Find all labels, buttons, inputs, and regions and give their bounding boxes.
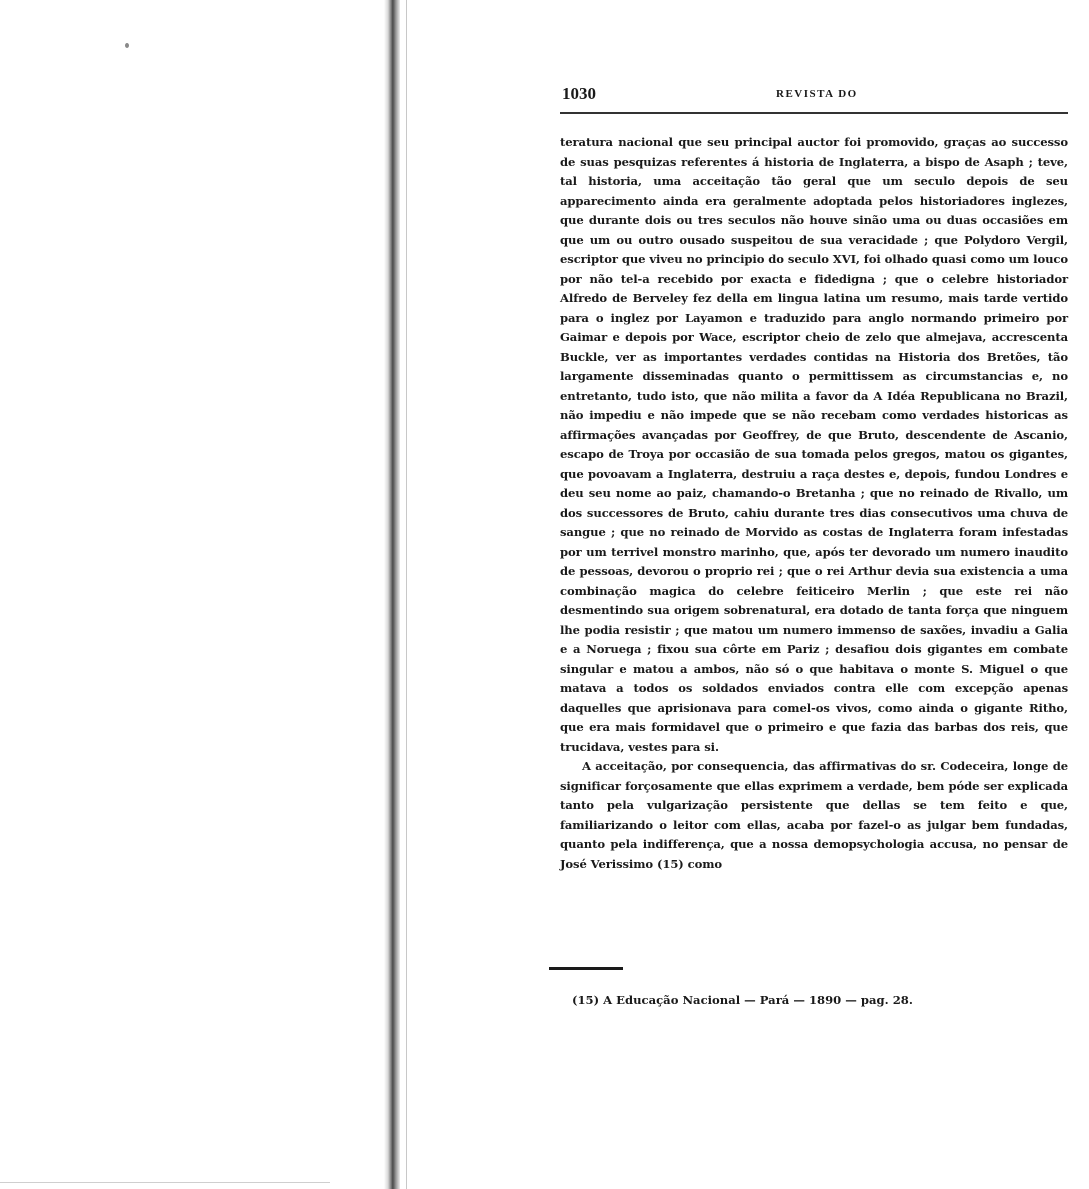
footnote: (15) A Educação Nacional — Pará — 1890 — pag. 28. bbox=[572, 993, 913, 1007]
book-spine bbox=[384, 0, 400, 1189]
left-page-edge bbox=[0, 1182, 330, 1183]
gutter-line bbox=[406, 0, 407, 1189]
page-header bbox=[562, 84, 1068, 110]
body-text bbox=[560, 133, 1068, 874]
page-number: 1030 bbox=[562, 84, 596, 103]
paragraph-1: teratura nacional que seu principal auctor foi promovido, graças ao successo de suas pesquizas referentes á historia de Inglaterra, a bispo de Asaph ; teve, tal historia, uma acceitação tão geral que um seculo depois de seu apparecimento ainda era geralmente adoptada pelos historiadores inglezes, que durante dois ou tres seculos não houve sinão uma ou duas occasiões em que um ou outro ousado suspeitou de sua veracidade ; que Polydoro Vergil, escriptor que viveu no principio do seculo XVI, foi olhado quasi como um louco por não tel-a recebido por exacta e fidedigna ; que o celebre historiador Alfredo de Berveley fez della em lingua latina um resumo, mais tarde vertido para o inglez por Layamon e traduzido para anglo normando primeiro por Gaimar e depois por Wace, escriptor cheio de zelo que almejava, accrescenta Buckle, ver as importantes verdades contidas na Historia dos Bretões, tão largamente disseminadas quanto o permittissem as circumstancias e, no entretanto, tudo isto, que não milita a favor da A Idéa Republicana no Brazil, não impediu e não impede que se não recebam como verdades historicas as affirmações avançadas por Geoffrey, de que Bruto, descendente de Ascanio, escapo de Troya por occasião de sua tomada pelos gregos, matou os gigantes, que povoavam a Inglaterra, destruiu a raça destes e, depois, fundou Londres e deu seu nome ao paiz, chamando-o Bretanha ; que no reinado de Rivallo, um dos successores de Bruto, cahiu durante tres dias consecutivos uma chuva de sangue ; que no reinado de Morvido as costas de Inglaterra foram infestadas por um terrivel monstro marinho, que, após ter devorado um numero inaudito de pessoas, devorou o proprio rei ; que o rei Arthur devia sua existencia a uma combinação magica do celebre feiticeiro Merlin ; que este rei não desmentindo sua origem sobrenatural, era dotado de tanta força que ninguem lhe podia resistir ; que matou um numero immenso de saxões, invadiu a Galia e a Noruega ; fixou sua côrte em Pariz ; desafiou dois gigantes em combate singular e matou a ambos, não só o que habitava o monte S. Miguel o que matava a todos os soldados enviados contra elle com excepção apenas daquelles que aprisionava para comel-os vivos, como ainda o gigante Ritho, que era mais formidavel que o primeiro e que fazia das barbas dos reis, que trucidava, vestes para si. bbox=[560, 135, 1068, 754]
running-head: REVISTA DO bbox=[776, 88, 858, 100]
footnote-rule bbox=[549, 967, 623, 970]
paragraph-2: A acceitação, por consequencia, das affirmativas do sr. Codeceira, longe de significar forçosamente que ellas exprimem a verdade, bem póde ser explicada tanto pela vulgarização persistente que dellas se tem feito e que, familiarizando o leitor com ellas, acaba por fazel-o as julgar bem fundadas, quanto pela indifferença, que a nossa demopsychologia accusa, no pensar de José Verissimo (15) como bbox=[560, 759, 1068, 871]
header-rule bbox=[560, 112, 1068, 114]
scan-speck bbox=[125, 43, 129, 48]
